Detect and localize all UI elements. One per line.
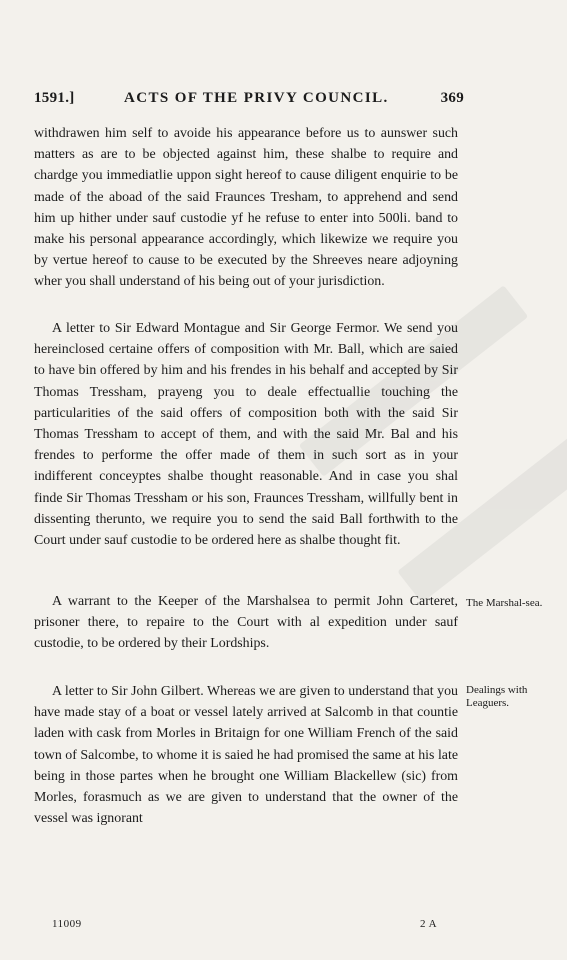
margin-note-leaguers: Dealings with Leaguers.: [466, 684, 528, 709]
page-number: 369: [440, 90, 464, 106]
paragraph-letter-gilbert: A letter to Sir John Gilbert. Whereas we are given to understand that you have made stay of a boat or vessel lately arrived at Salcomb in that countie laden with cask from Morles in Britaign for one William French of the said town of Salcombe, to whome it is saied he had promised the same at his late being in those partes when he brought one William Blackellew (sic) from Morles, forasmuch as we are given to understand that the owner of the vessel was ignorant: [34, 684, 458, 827]
paragraph-warrant-marshalsea: A warrant to the Keeper of the Marshalsea to permit John Carteret, prisoner there, to repaire to the Court with al expedition under sauf custodie, to be ordered by their Lordships.: [34, 594, 458, 652]
paragraph-continuation: withdrawen him self to avoide his appearance before us to aunswer such matters as are to be objected against him, these shalbe to require and chardge you immediatlie uppon sight hereof to cause diligent enquirie to be made of the aboad of the said Fraunces Tresham, to apprehend and send him up hither under sauf custodie yf he refuse to enter into 500li. band to make his personal appearance accordingly, which likewize we require you by vertue hereof to cause to be executed by the Shreeves neare adjoyning wher you shall understand of his being out of your jurisdiction.: [34, 126, 458, 290]
gathering-signature: 2 A: [420, 918, 438, 930]
running-head-title: ACTS OF THE PRIVY COUNCIL.: [124, 90, 389, 106]
margin-note-marshalsea: The Marshal-sea.: [466, 597, 543, 609]
paragraph-letter-montague-fermor: A letter to Sir Edward Montague and Sir George Fermor. We send you hereinclosed certaine offers of composition with Mr. Ball, which are saied to have bin offered by him and his frendes in his behalf and accepted by Sir Thomas Tressham, prayeng you to deale effectuallie touching the particularities of the said offers of composition both with the said Sir Thomas Tressham to accept of them, and with the said Mr. Bal and his frendes to performe the offer made of them in such sort as in your indifferent conceyptes shalbe thought reasonable. And in case you shal finde Sir Thomas Tressham or his son, Fraunces Tressham, willfully bent in dissenting therunto, we require you to send the said Ball forthwith to the Court under sauf custodie to be ordered here as shalbe thought fit.: [34, 321, 458, 549]
running-head-year: 1591.]: [34, 90, 75, 106]
printer-signature: 11009: [52, 918, 82, 930]
